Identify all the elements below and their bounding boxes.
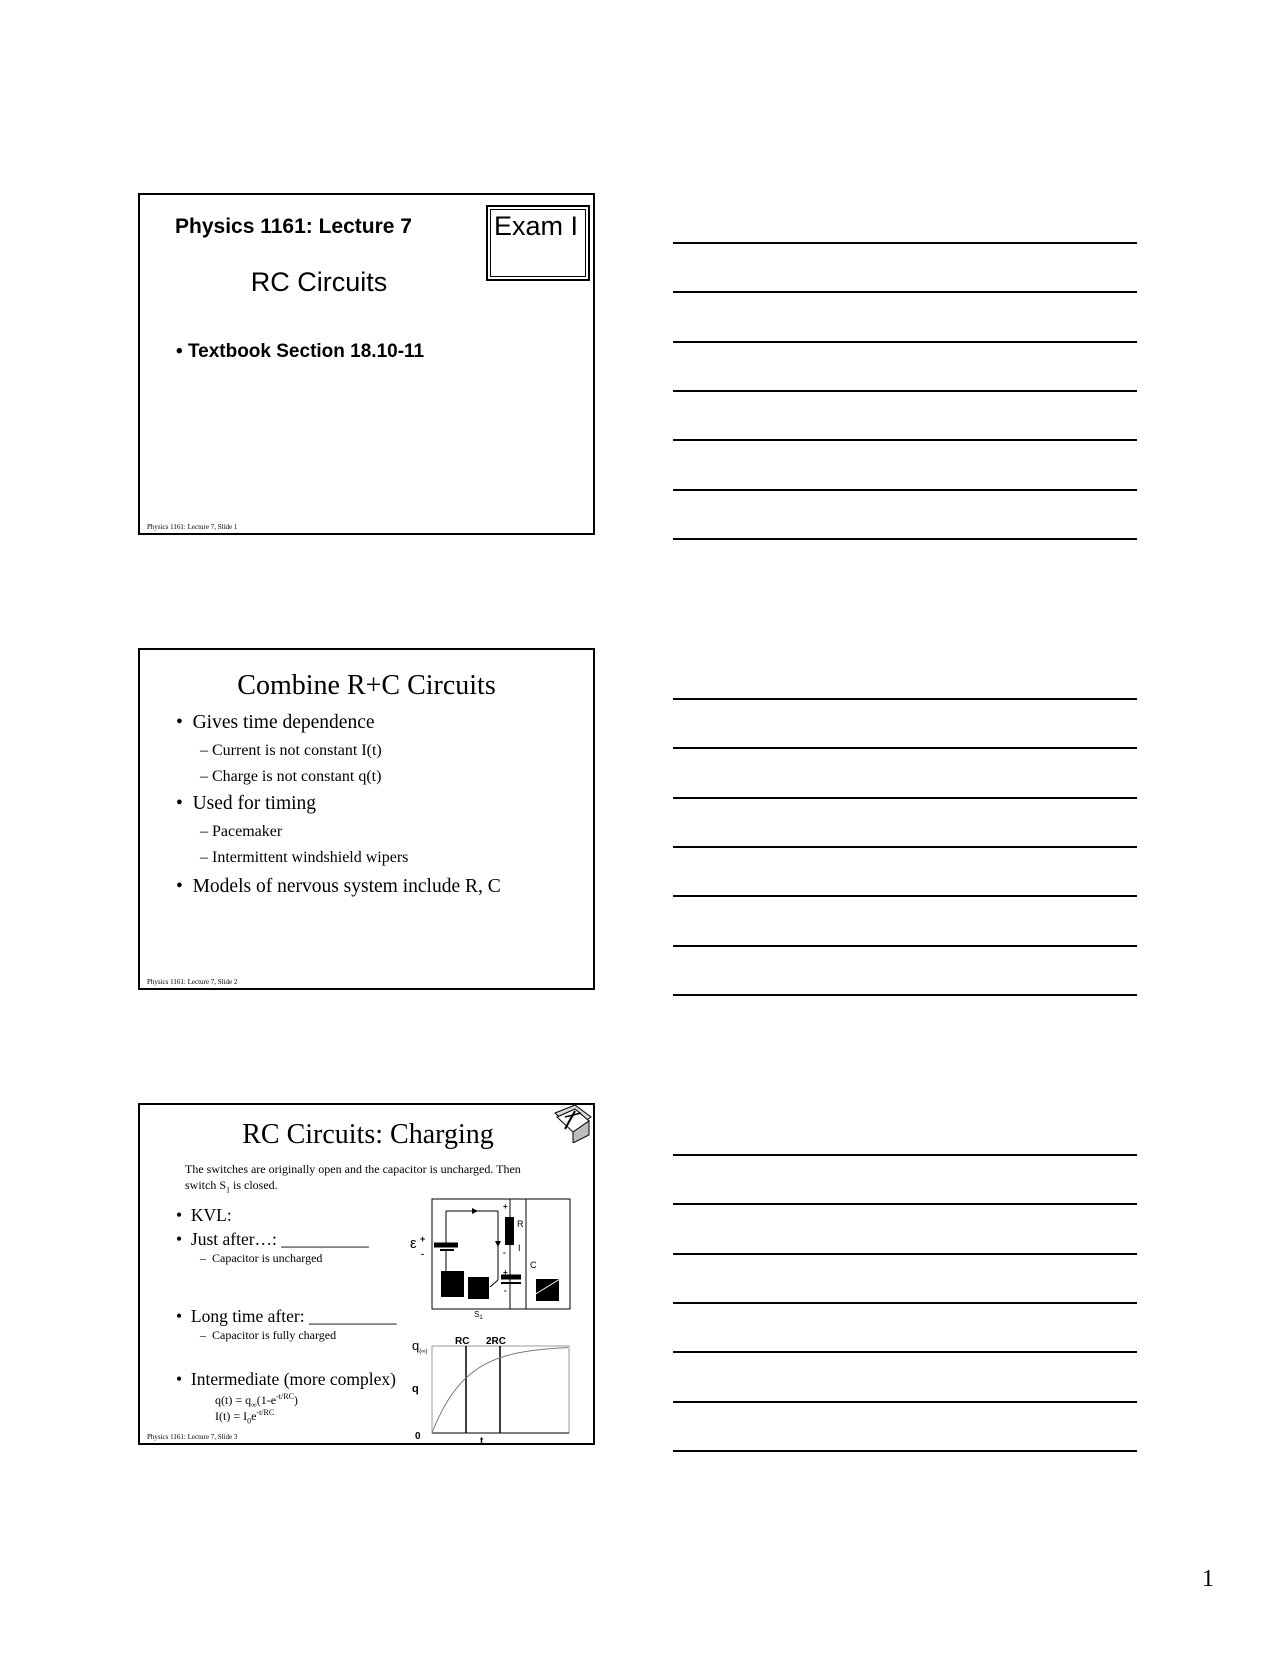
bullet-long-after: • Long time after: __________ [176, 1306, 397, 1326]
bullet-item: • Used for timing [176, 793, 317, 814]
page-number: 1 [1202, 1566, 1214, 1592]
sub-bullet-item: – Current is not constant I(t) [200, 742, 382, 759]
bullet-item: • Models of nervous system include R, C [176, 876, 501, 897]
notepad-icon [551, 1105, 593, 1143]
svg-text:-: - [504, 1286, 507, 1295]
switch-label: $S_1$ [474, 1310, 483, 1319]
charging-curve-graph [410, 1332, 582, 1445]
2rc-tick-label: 2RC [486, 1336, 507, 1347]
svg-text:-: - [503, 1248, 506, 1257]
t-axis-label: t [480, 1436, 484, 1445]
resistor-label: R [517, 1219, 524, 1229]
slide-2 [138, 648, 595, 990]
slide-intro: The switches are originally open and the capacitor is uncharged. Then switch $S_1$ is closed. [185, 1162, 521, 1195]
svg-text:-: - [421, 1249, 424, 1259]
rc-tick-label: RC [455, 1336, 470, 1347]
sub-bullet-item: – Intermittent windshield wipers [200, 849, 409, 866]
q-infinity-label: $q_{(\infty)}$ [412, 1338, 428, 1355]
origin-label: 0 [415, 1431, 421, 1442]
current-label: I [518, 1243, 521, 1253]
charge-equation: $q(t) = q_\infty(1-e^{-t/RC})$ [215, 1392, 298, 1410]
current-equation: $I(t) = I_0e^{-t/RC}$ [215, 1408, 275, 1426]
course-title: Physics 1161: Lecture 7 [175, 215, 412, 238]
slide-footer: Physics 1161: Lecture 7, Slide 2 [147, 978, 238, 986]
q-axis-label: q [412, 1383, 419, 1395]
sub-bullet-item: – Charge is not constant q(t) [200, 768, 382, 785]
bullet-text: Textbook Section 18.10-11 [187, 341, 425, 362]
slide-footer: Physics 1161: Lecture 7, Slide 1 [147, 523, 238, 531]
bullet-intermediate: • Intermediate (more complex) [176, 1369, 396, 1389]
slide-title: Combine R+C Circuits [237, 670, 496, 701]
svg-text:+: + [420, 1234, 426, 1244]
bullet-textbook: • Textbook Section 18.10-11 [176, 341, 425, 362]
bullet-just-after: • Just after…: __________ [176, 1229, 369, 1249]
bullet-item: • Gives time dependence [176, 712, 375, 733]
exam-label: Exam I [494, 211, 579, 241]
sub-bullet-item: – Pacemaker [200, 823, 283, 840]
rc-circuit-diagram [410, 1195, 582, 1319]
slide-title: RC Circuits [250, 267, 388, 297]
slide-footer: Physics 1161: Lecture 7, Slide 3 [147, 1433, 238, 1441]
slide-1 [138, 193, 595, 535]
capacitor-label: C [530, 1260, 537, 1270]
emf-label: ε [410, 1235, 417, 1252]
bullet-kvl: • KVL: [176, 1205, 232, 1225]
sub-bullet-uncharged: – Capacitor is uncharged [200, 1251, 323, 1265]
slide-title: RC Circuits: Charging [242, 1119, 494, 1150]
svg-text:+: + [503, 1268, 508, 1277]
slide-3 [138, 1103, 595, 1445]
sub-bullet-charged: – Capacitor is fully charged [200, 1328, 337, 1342]
exam-label-box [486, 205, 590, 281]
svg-text:+: + [503, 1202, 508, 1211]
